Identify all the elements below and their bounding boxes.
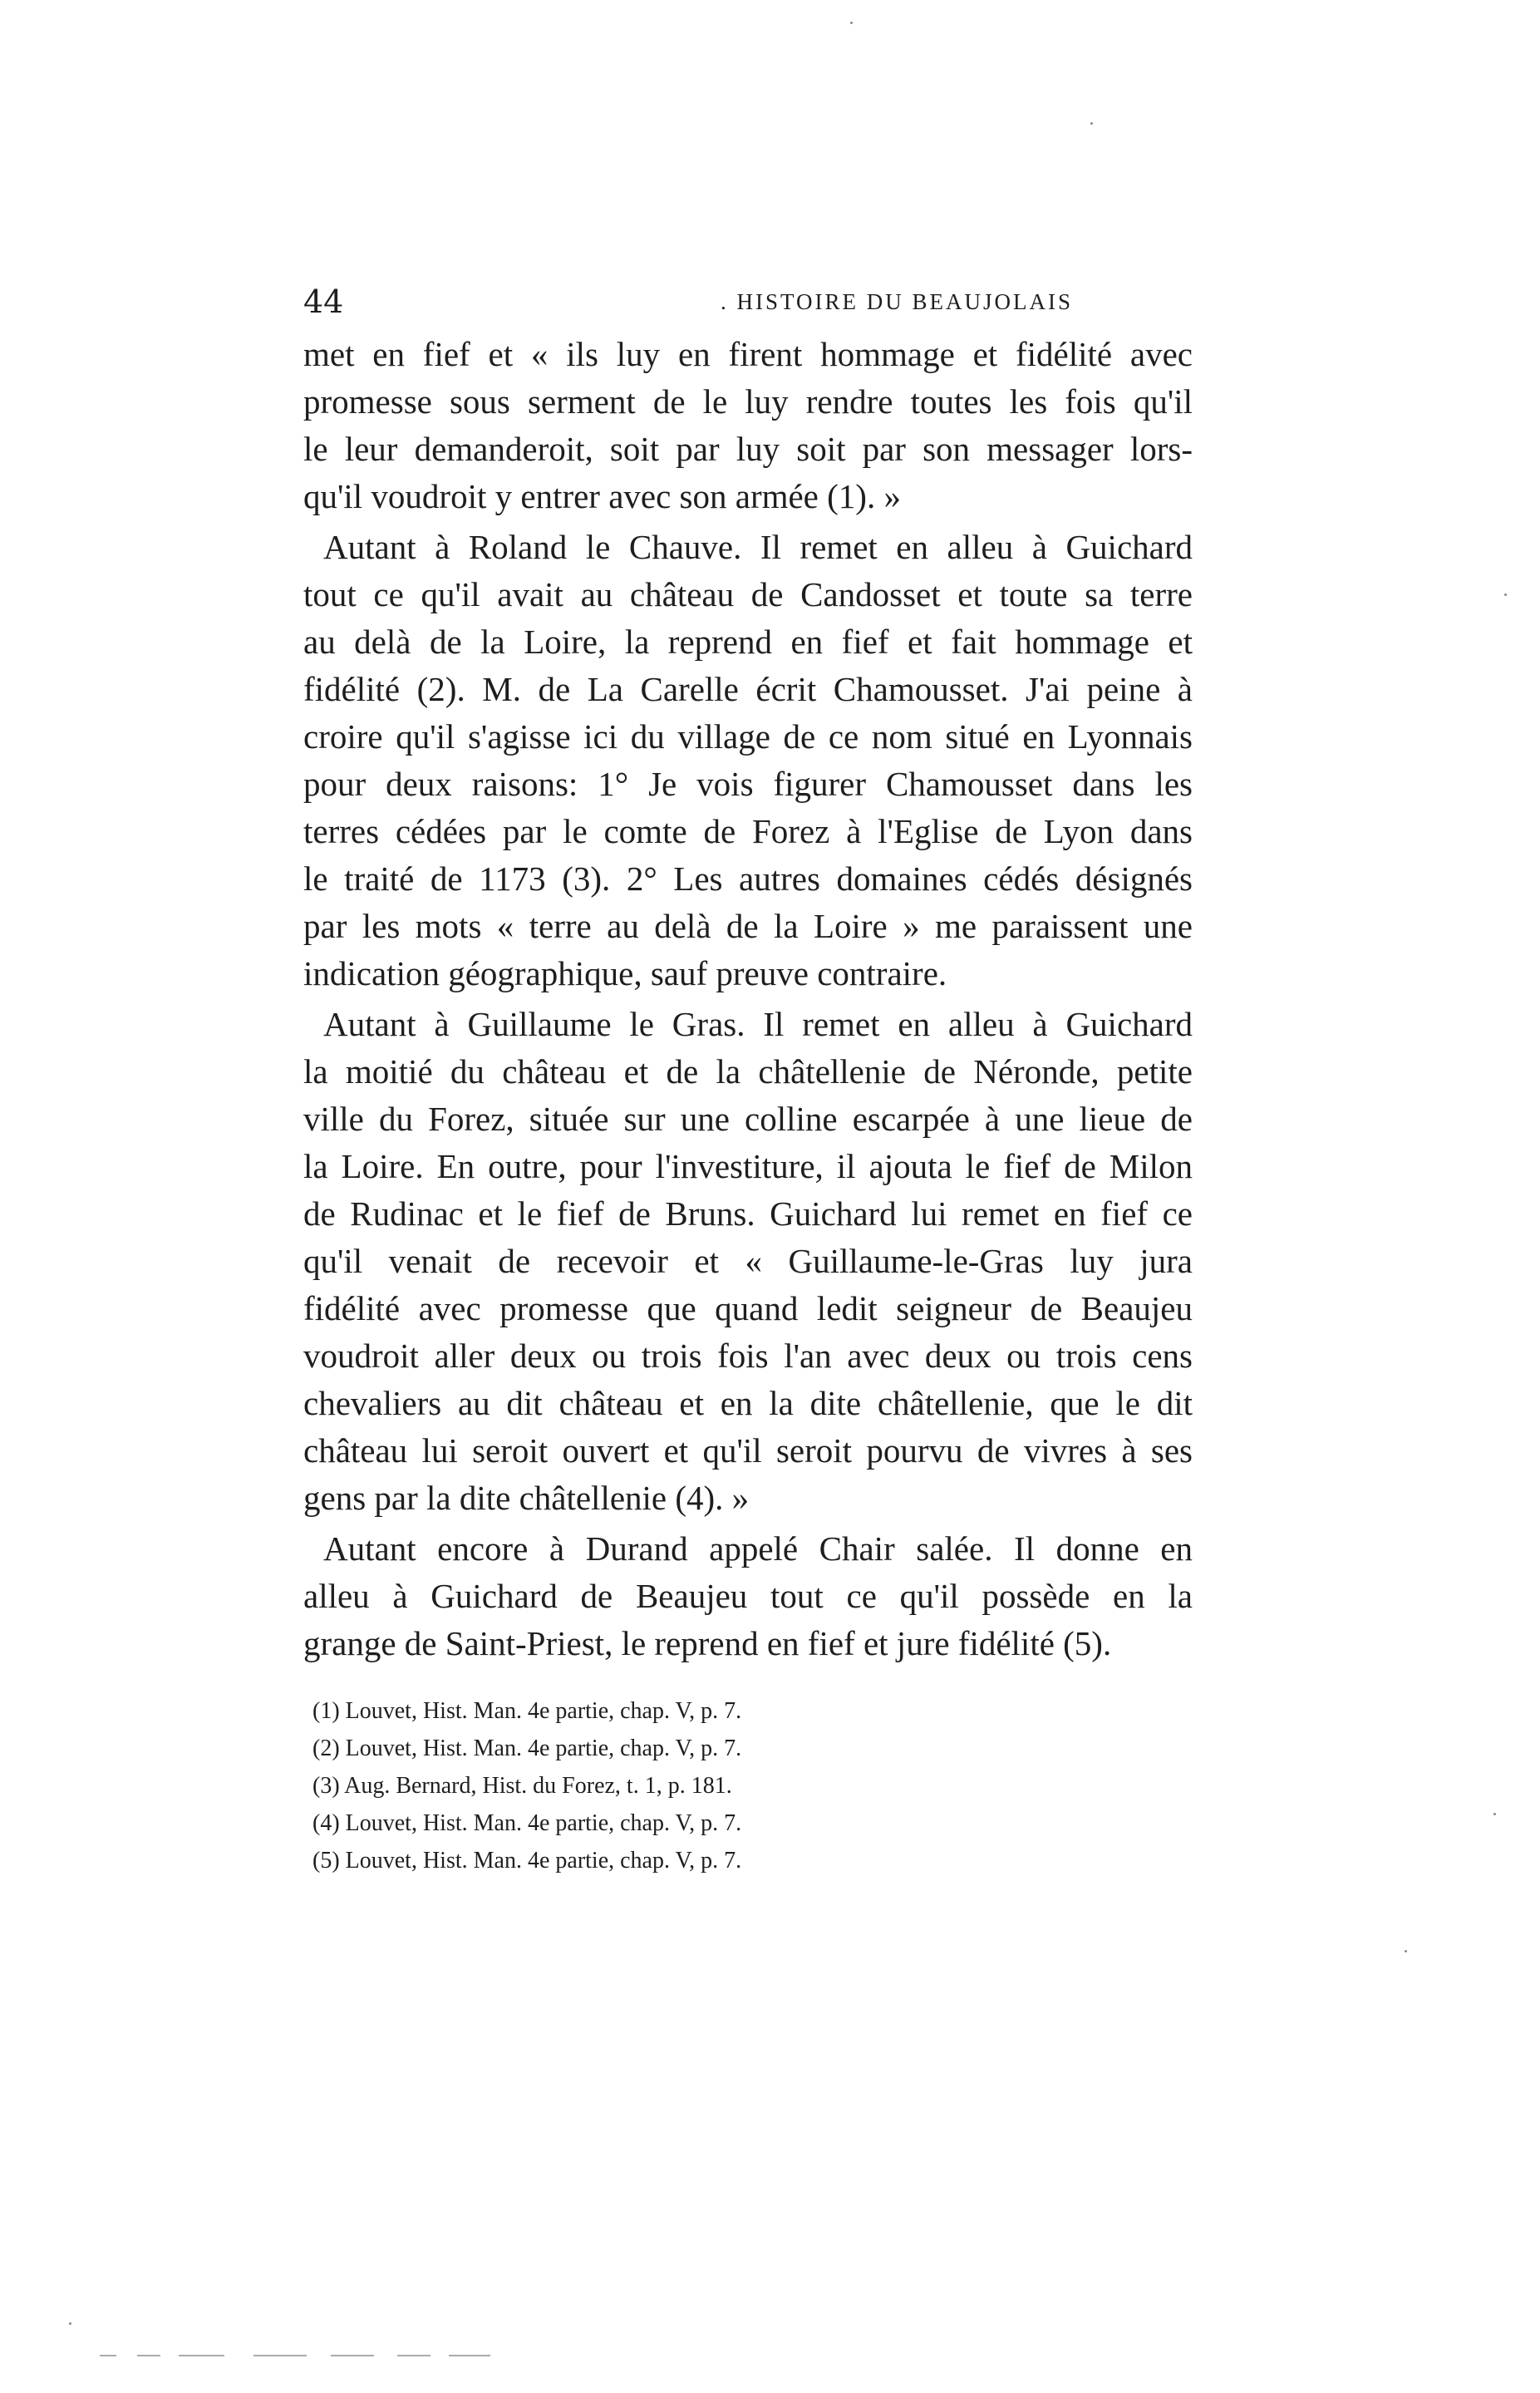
text-line: Autant à Guillaume le Gras. Il remet en alleu à Guichard (323, 1005, 1193, 1043)
text-line: le leur demanderoit, soit par luy soit par son messager lors- (303, 430, 1193, 468)
page-number: 44 (303, 283, 344, 320)
text-line: met en fief et « ils luy en firent hommage et fidélité avec (303, 335, 1193, 373)
scan-artifact (331, 2355, 374, 2356)
text-line: pour deux raisons: 1° Je vois figurer Chamousset dans les (303, 765, 1193, 803)
page-header (303, 281, 1193, 323)
scan-artifact (100, 2355, 116, 2356)
scan-artifact (253, 2355, 307, 2356)
scan-speck (1493, 1813, 1496, 1815)
footnote: (4) Louvet, Hist. Man. 4e partie, chap. V, p. 7. (312, 1810, 742, 1836)
scan-artifact (179, 2355, 224, 2356)
text-line: la moitié du château et de la châtellenie de Néronde, petite (303, 1052, 1193, 1091)
footnote: (1) Louvet, Hist. Man. 4e partie, chap. V, p. 7. (312, 1698, 742, 1724)
footnote: (5) Louvet, Hist. Man. 4e partie, chap. V, p. 7. (312, 1848, 742, 1874)
text-line: la Loire. En outre, pour l'investiture, il ajouta le fief de Milon (303, 1147, 1193, 1185)
text-line: alleu à Guichard de Beaujeu tout ce qu'il possède en la (303, 1577, 1193, 1615)
text-line: le traité de 1173 (3). 2° Les autres domaines cédés désignés (303, 859, 1193, 898)
scan-speck (850, 22, 853, 24)
text-line: château lui seroit ouvert et qu'il seroit pourvu de vivres à ses (303, 1431, 1193, 1470)
text-line: qu'il voudroit y entrer avec son armée (1). » (303, 477, 901, 515)
text-line: croire qu'il s'agisse ici du village de ce nom situé en Lyonnais (303, 717, 1193, 756)
scan-artifact (449, 2355, 490, 2356)
text-line: au delà de la Loire, la reprend en fief et fait hommage et (303, 623, 1193, 661)
text-line: fidélité (2). M. de La Carelle écrit Chamousset. J'ai peine à (303, 670, 1193, 708)
text-line: tout ce qu'il avait au château de Candosset et toute sa terre (303, 575, 1193, 613)
text-line: de Rudinac et le fief de Bruns. Guichard lui remet en fief ce (303, 1194, 1193, 1233)
text-line: Autant à Roland le Chauve. Il remet en alleu à Guichard (323, 528, 1193, 566)
footnotes (312, 1692, 944, 1879)
footnote: (2) Louvet, Hist. Man. 4e partie, chap. V, p. 7. (312, 1736, 742, 1761)
body-text (303, 331, 1193, 1667)
text-line: qu'il venait de recevoir et « Guillaume-le-Gras luy jura (303, 1242, 1193, 1280)
text-line: promesse sous serment de le luy rendre toutes les fois qu'il (303, 382, 1193, 421)
scan-artifact (137, 2355, 160, 2356)
scan-artifact (397, 2355, 431, 2356)
scan-speck (1405, 1950, 1407, 1952)
text-line: par les mots « terre au delà de la Loire » me paraissent une (303, 907, 1193, 945)
scan-speck (1504, 593, 1507, 596)
scan-speck (1090, 122, 1093, 125)
text-line: ville du Forez, située sur une colline escarpée à une lieue de (303, 1100, 1193, 1138)
scan-speck (69, 2322, 71, 2325)
running-title: . HISTOIRE DU BEAUJOLAIS (721, 289, 1074, 314)
text-line: grange de Saint-Priest, le reprend en fief et jure fidélité (5). (303, 1624, 1112, 1662)
text-line: chevaliers au dit château et en la dite châtellenie, que le dit (303, 1384, 1193, 1422)
text-line: terres cédées par le comte de Forez à l'Eglise de Lyon dans (303, 812, 1193, 850)
text-line: indication géographique, sauf preuve contraire. (303, 954, 947, 992)
text-line: voudroit aller deux ou trois fois l'an avec deux ou trois cens (303, 1337, 1193, 1375)
text-line: fidélité avec promesse que quand ledit seigneur de Beaujeu (303, 1289, 1193, 1327)
footnote: (3) Aug. Bernard, Hist. du Forez, t. 1, p. 181. (312, 1773, 732, 1799)
text-line: gens par la dite châtellenie (4). » (303, 1479, 750, 1517)
text-line: Autant encore à Durand appelé Chair salée. Il donne en (323, 1529, 1193, 1568)
